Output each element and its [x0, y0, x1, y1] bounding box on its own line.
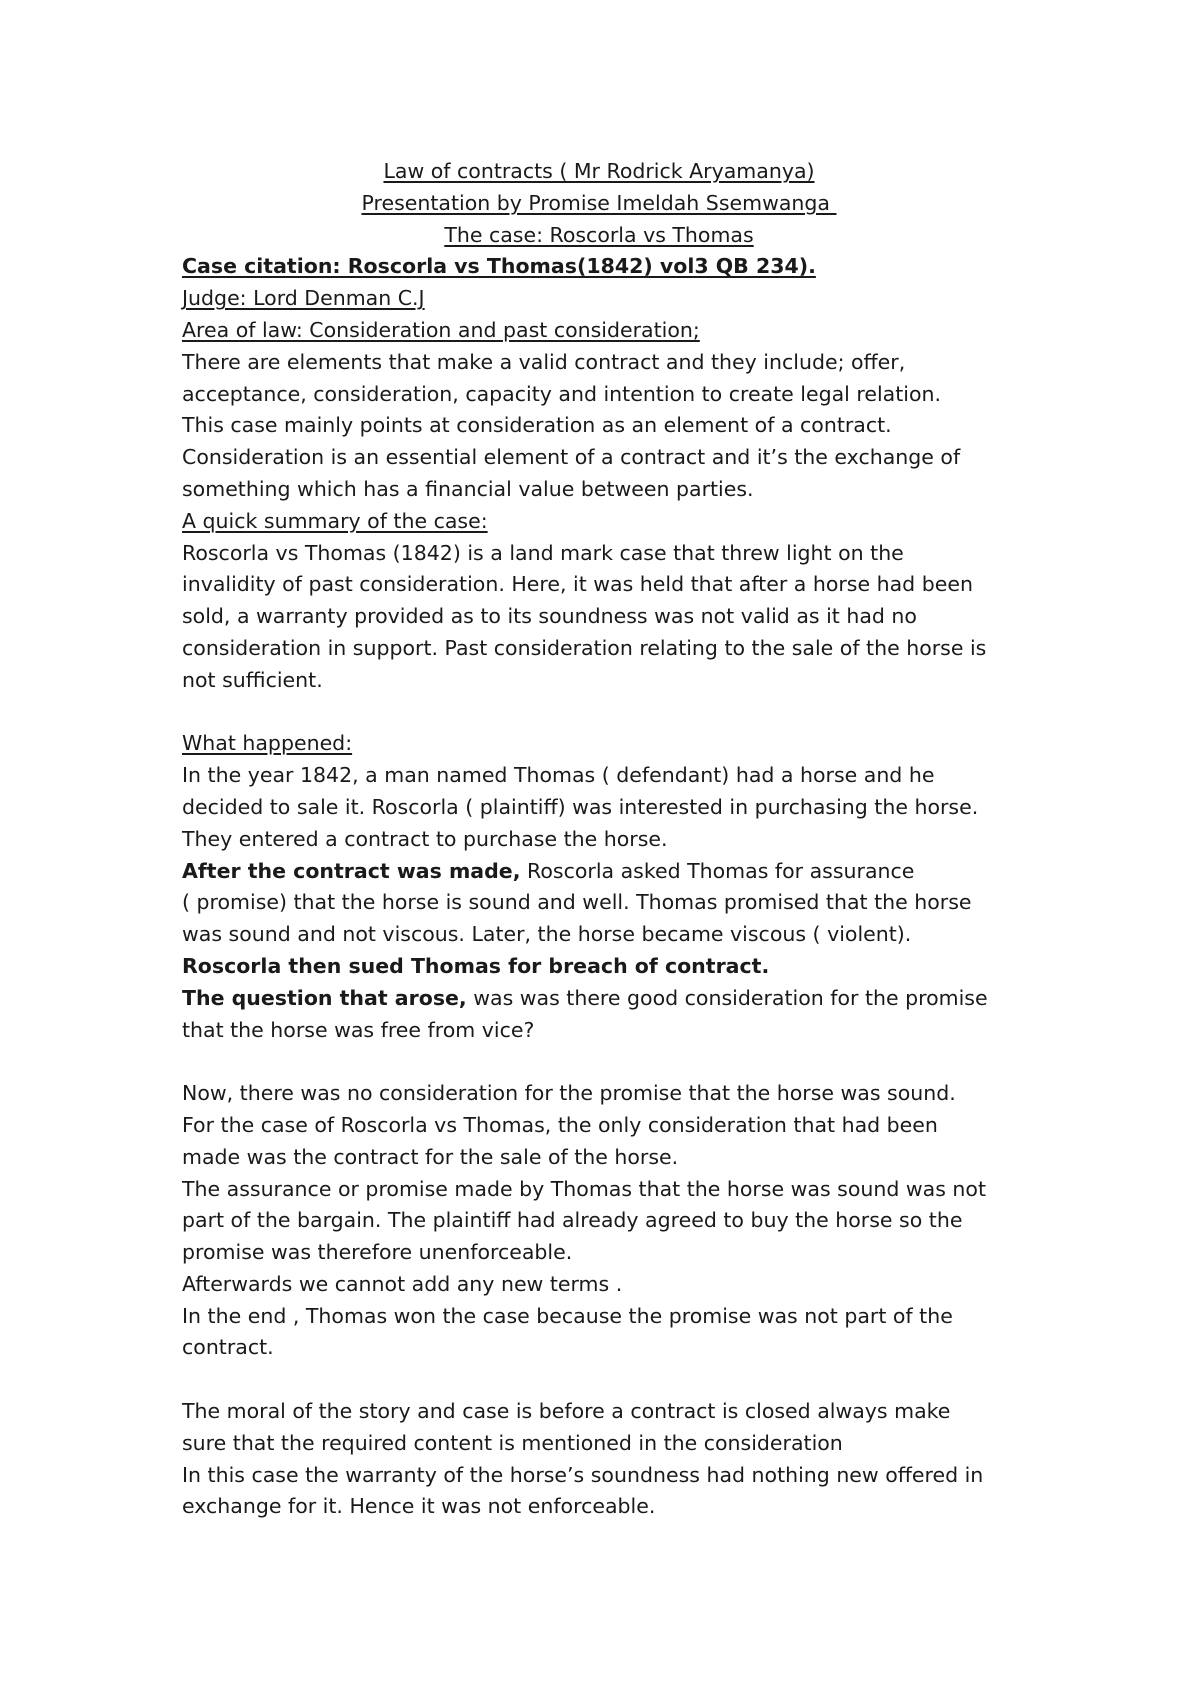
question-bold: The question that arose, — [182, 985, 467, 1010]
moral-line: exchange for it. Hence it was not enforceable. — [182, 1494, 656, 1519]
after-contract-bold: After the contract was made, — [182, 858, 521, 883]
summary-line: sold, a warranty provided as to its soundness was not valid as it had no — [182, 604, 917, 629]
moral-line: In this case the warranty of the horse’s soundness had nothing new offered in — [182, 1462, 984, 1487]
summary-line: consideration in support. Past consideration relating to the sale of the horse is — [182, 635, 987, 660]
intro-line: This case mainly points at consideration as an element of a contract. — [182, 413, 892, 438]
what-happened-line: They entered a contract to purchase the horse. — [182, 826, 668, 851]
what-happened-line: In the year 1842, a man named Thomas ( defendant) had a horse and he — [182, 763, 935, 788]
analysis-line: made was the contract for the sale of the horse. — [182, 1144, 679, 1169]
analysis-line: The assurance or promise made by Thomas that the horse was sound was not — [182, 1176, 986, 1201]
summary-line: Roscorla vs Thomas (1842) is a land mark case that threw light on the — [182, 540, 904, 565]
case-judge: Judge: Lord Denman C.J — [182, 286, 425, 311]
analysis-line: Now, there was no consideration for the promise that the horse was sound. — [182, 1081, 956, 1106]
after-contract-line — [182, 856, 1020, 888]
what-happened-line: ( promise) that the horse is sound and well. Thomas promised that the horse — [182, 890, 972, 915]
intro-line: something which has a financial value between parties. — [182, 476, 754, 501]
intro-line: acceptance, consideration, capacity and intention to create legal relation. — [182, 381, 942, 406]
case-title: The case: Roscorla vs Thomas — [444, 222, 754, 247]
moral-line: sure that the required content is mentioned in the consideration — [182, 1430, 843, 1455]
question-line-2: that the horse was free from vice? — [182, 1017, 535, 1042]
analysis-line: Afterwards we cannot add any new terms . — [182, 1271, 623, 1296]
intro-line: There are elements that make a valid contract and they include; offer, — [182, 349, 906, 374]
question-rest: was was there good consideration for the promise — [466, 985, 988, 1010]
what-happened-line: decided to sale it. Roscorla ( plaintiff) was interested in purchasing the horse. — [182, 794, 979, 819]
analysis-line: part of the bargain. The plaintiff had already agreed to buy the horse so the — [182, 1208, 963, 1233]
area-of-law: Area of law: Consideration and past consideration; — [182, 317, 700, 342]
paragraph-spacer — [182, 1364, 1020, 1396]
summary-heading: A quick summary of the case: — [182, 508, 488, 533]
analysis-line: promise was therefore unenforceable. — [182, 1240, 573, 1265]
paragraph-spacer — [182, 697, 1020, 729]
what-happened-heading: What happened: — [182, 731, 353, 756]
sued-line: Roscorla then sued Thomas for breach of contract. — [182, 953, 770, 978]
intro-line: Consideration is an essential element of a contract and it’s the exchange of — [182, 445, 961, 470]
analysis-line: contract. — [182, 1335, 274, 1360]
analysis-line: In the end , Thomas won the case because the promise was not part of the — [182, 1303, 953, 1328]
course-title: Law of contracts ( Mr Rodrick Aryamanya) — [383, 159, 815, 183]
case-citation: Case citation: Roscorla vs Thomas(1842) vol3 QB 234). — [182, 254, 816, 279]
what-happened-line: was sound and not viscous. Later, the horse became viscous ( violent). — [182, 922, 912, 947]
paragraph-spacer — [182, 1046, 1020, 1078]
summary-line: invalidity of past consideration. Here, it was held that after a horse had been — [182, 572, 973, 597]
question-line — [182, 983, 1020, 1015]
after-contract-rest: Roscorla asked Thomas for assurance — [520, 858, 915, 883]
presenter-line: Presentation by Promise Imeldah Ssemwanga — [361, 190, 837, 215]
analysis-line: For the case of Roscorla vs Thomas, the only consideration that had been — [182, 1112, 938, 1137]
moral-line: The moral of the story and case is before a contract is closed always make — [182, 1399, 951, 1424]
summary-line: not sufficient. — [182, 667, 323, 692]
